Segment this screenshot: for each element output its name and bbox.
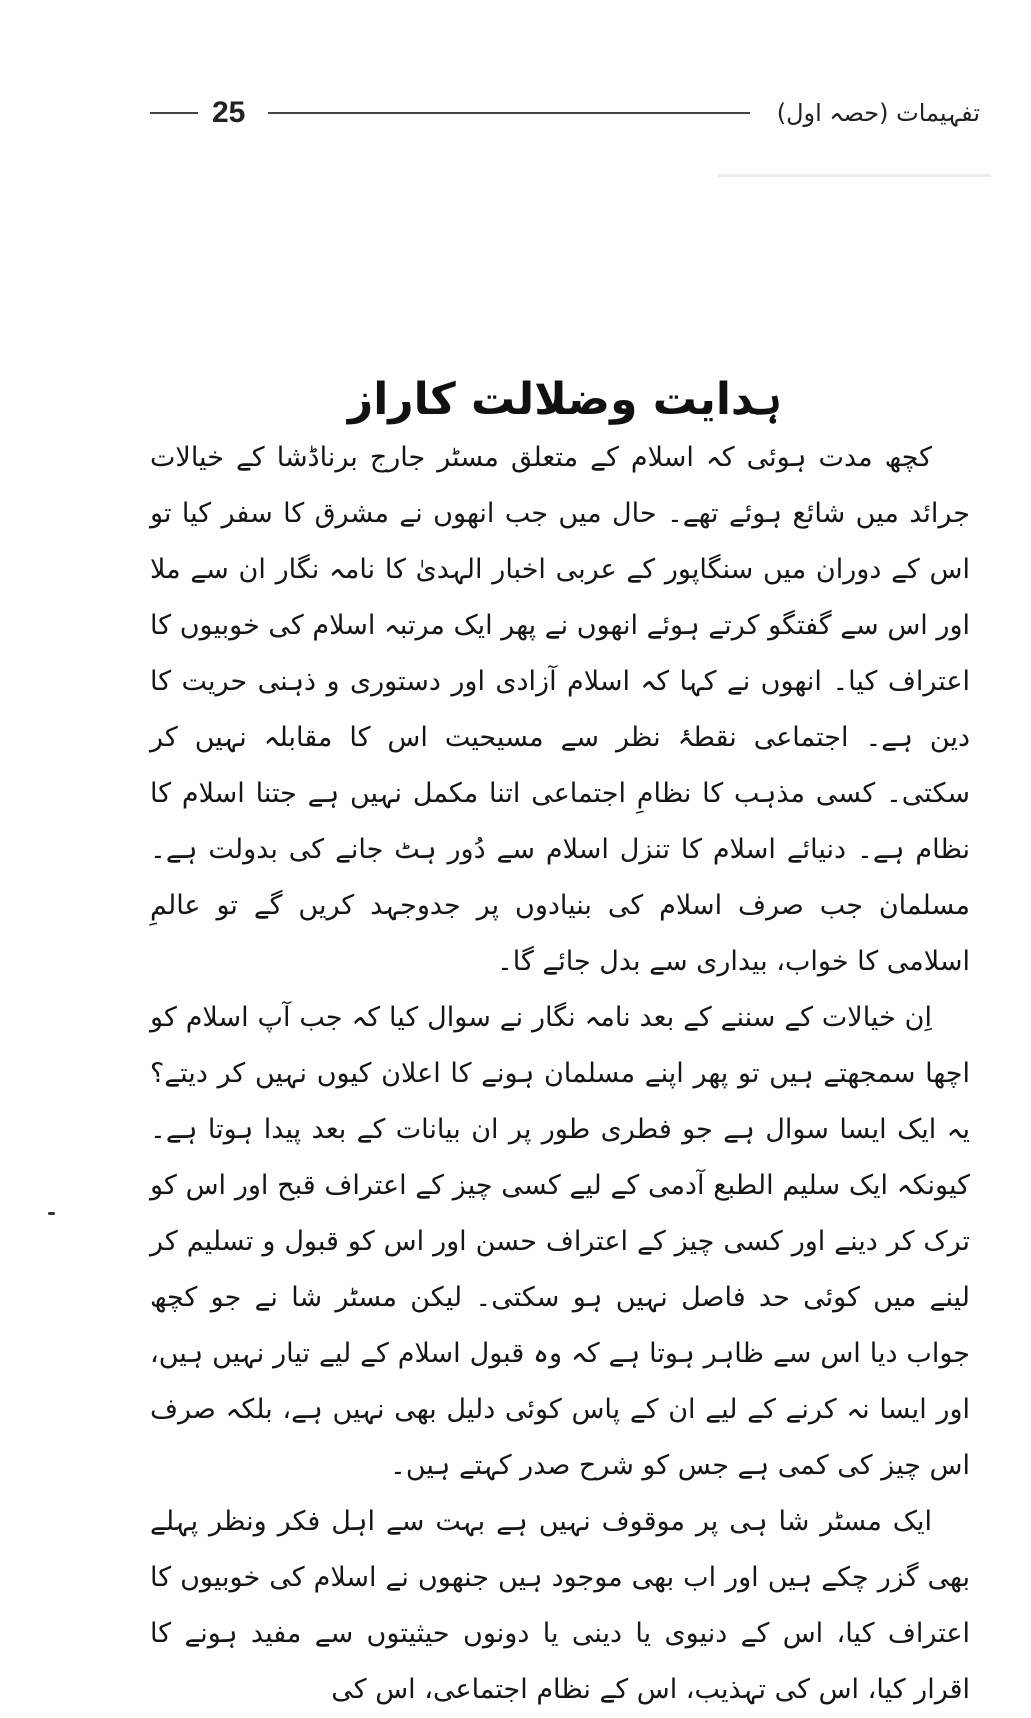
paragraph: کچھ مدت ہوئی کہ اسلام کے متعلق مسٹر جارج برناڈشا کے خیالات جرائد میں شائع ہوئے تھے۔ حال میں جب انھوں نے مشرق کا سفر کیا تو اس کے دوران میں سنگاپور کے عربی اخبار الہدیٰ کا نامہ نگار ان سے ملا اور اس سے گفتگو کرتے ہوئے انھوں نے پھر ایک مرتبہ اسلام کی خوبیوں کا اعتراف کیا۔ انھوں نے کہا کہ اسلام آزادی اور دستوری و ذہنی حریت کا دین ہے۔ اجتماعی نقطۂ نظر سے مسیحیت اس کا مقابلہ نہیں کر سکتی۔ کسی مذہب کا نظامِ اجتماعی اتنا مکمل نہیں ہے جتنا اسلام کا نظام ہے۔ دنیائے اسلام کا تنزل اسلام سے دُور ہٹ جانے کی بدولت ہے۔ مسلمان جب صرف اسلام کی بنیادوں پر جدوجہد کریں گے تو عالمِ اسلامی کا خواب، بیداری سے بدل جائے گا۔ (150, 442, 970, 977)
chapter-title: ہدایت وضلالت کاراز (347, 374, 783, 425)
page-number: 25 (212, 96, 246, 129)
bleed-through-line: ـــــــــــــــــــــــــــــــ (718, 150, 991, 185)
page-header (150, 88, 980, 138)
paragraph: اِن خیالات کے سننے کے بعد نامہ نگار نے سوال کیا کہ جب آپ اسلام کو اچھا سمجھتے ہیں تو پھر اپنے مسلمان ہونے کا اعلان کیوں نہیں کر دیتے؟ یہ ایک ایسا سوال ہے جو فطری طور پر ان بیانات کے بعد پیدا ہوتا ہے۔ کیونکہ ایک سلیم الطبع آدمی کے لیے کسی چیز کے اعتراف قبح اور اس کو ترک کر دینے اور کسی چیز کے اعتراف حسن اور اس کو قبول و تسلیم کر لینے میں کوئی حد فاصل نہیں ہو سکتی۔ لیکن مسٹر شا نے جو کچھ جواب دیا اس سے ظاہر ہوتا ہے کہ وہ قبول اسلام کے لیے تیار نہیں ہیں، اور ایسا نہ کرنے کے لیے ان کے پاس کوئی دلیل بھی نہیں ہے، بلکہ صرف اس چیز کی کمی ہے جس کو شرح صدر کہتے ہیں۔ (150, 1002, 970, 1481)
stray-ink-mark (48, 1212, 55, 1215)
paragraph: ایک مسٹر شا ہی پر موقوف نہیں ہے بہت سے اہل فکر ونظر پہلے بھی گزر چکے ہیں اور اب بھی موجود ہیں جنھوں نے اسلام کی خوبیوں کا اعتراف کیا، اس کے دنیوی یا دینی یا دونوں حیثیتوں سے مفید ہونے کا اقرار کیا، اس کی تہذیب، اس کے نظام اجتماعی، اس کی (150, 1506, 970, 1705)
body-text (150, 430, 970, 1718)
header-rule-middle (268, 112, 750, 114)
header-rule-left (150, 112, 198, 114)
running-title: تفہیمات (حصہ اول) (776, 99, 980, 127)
